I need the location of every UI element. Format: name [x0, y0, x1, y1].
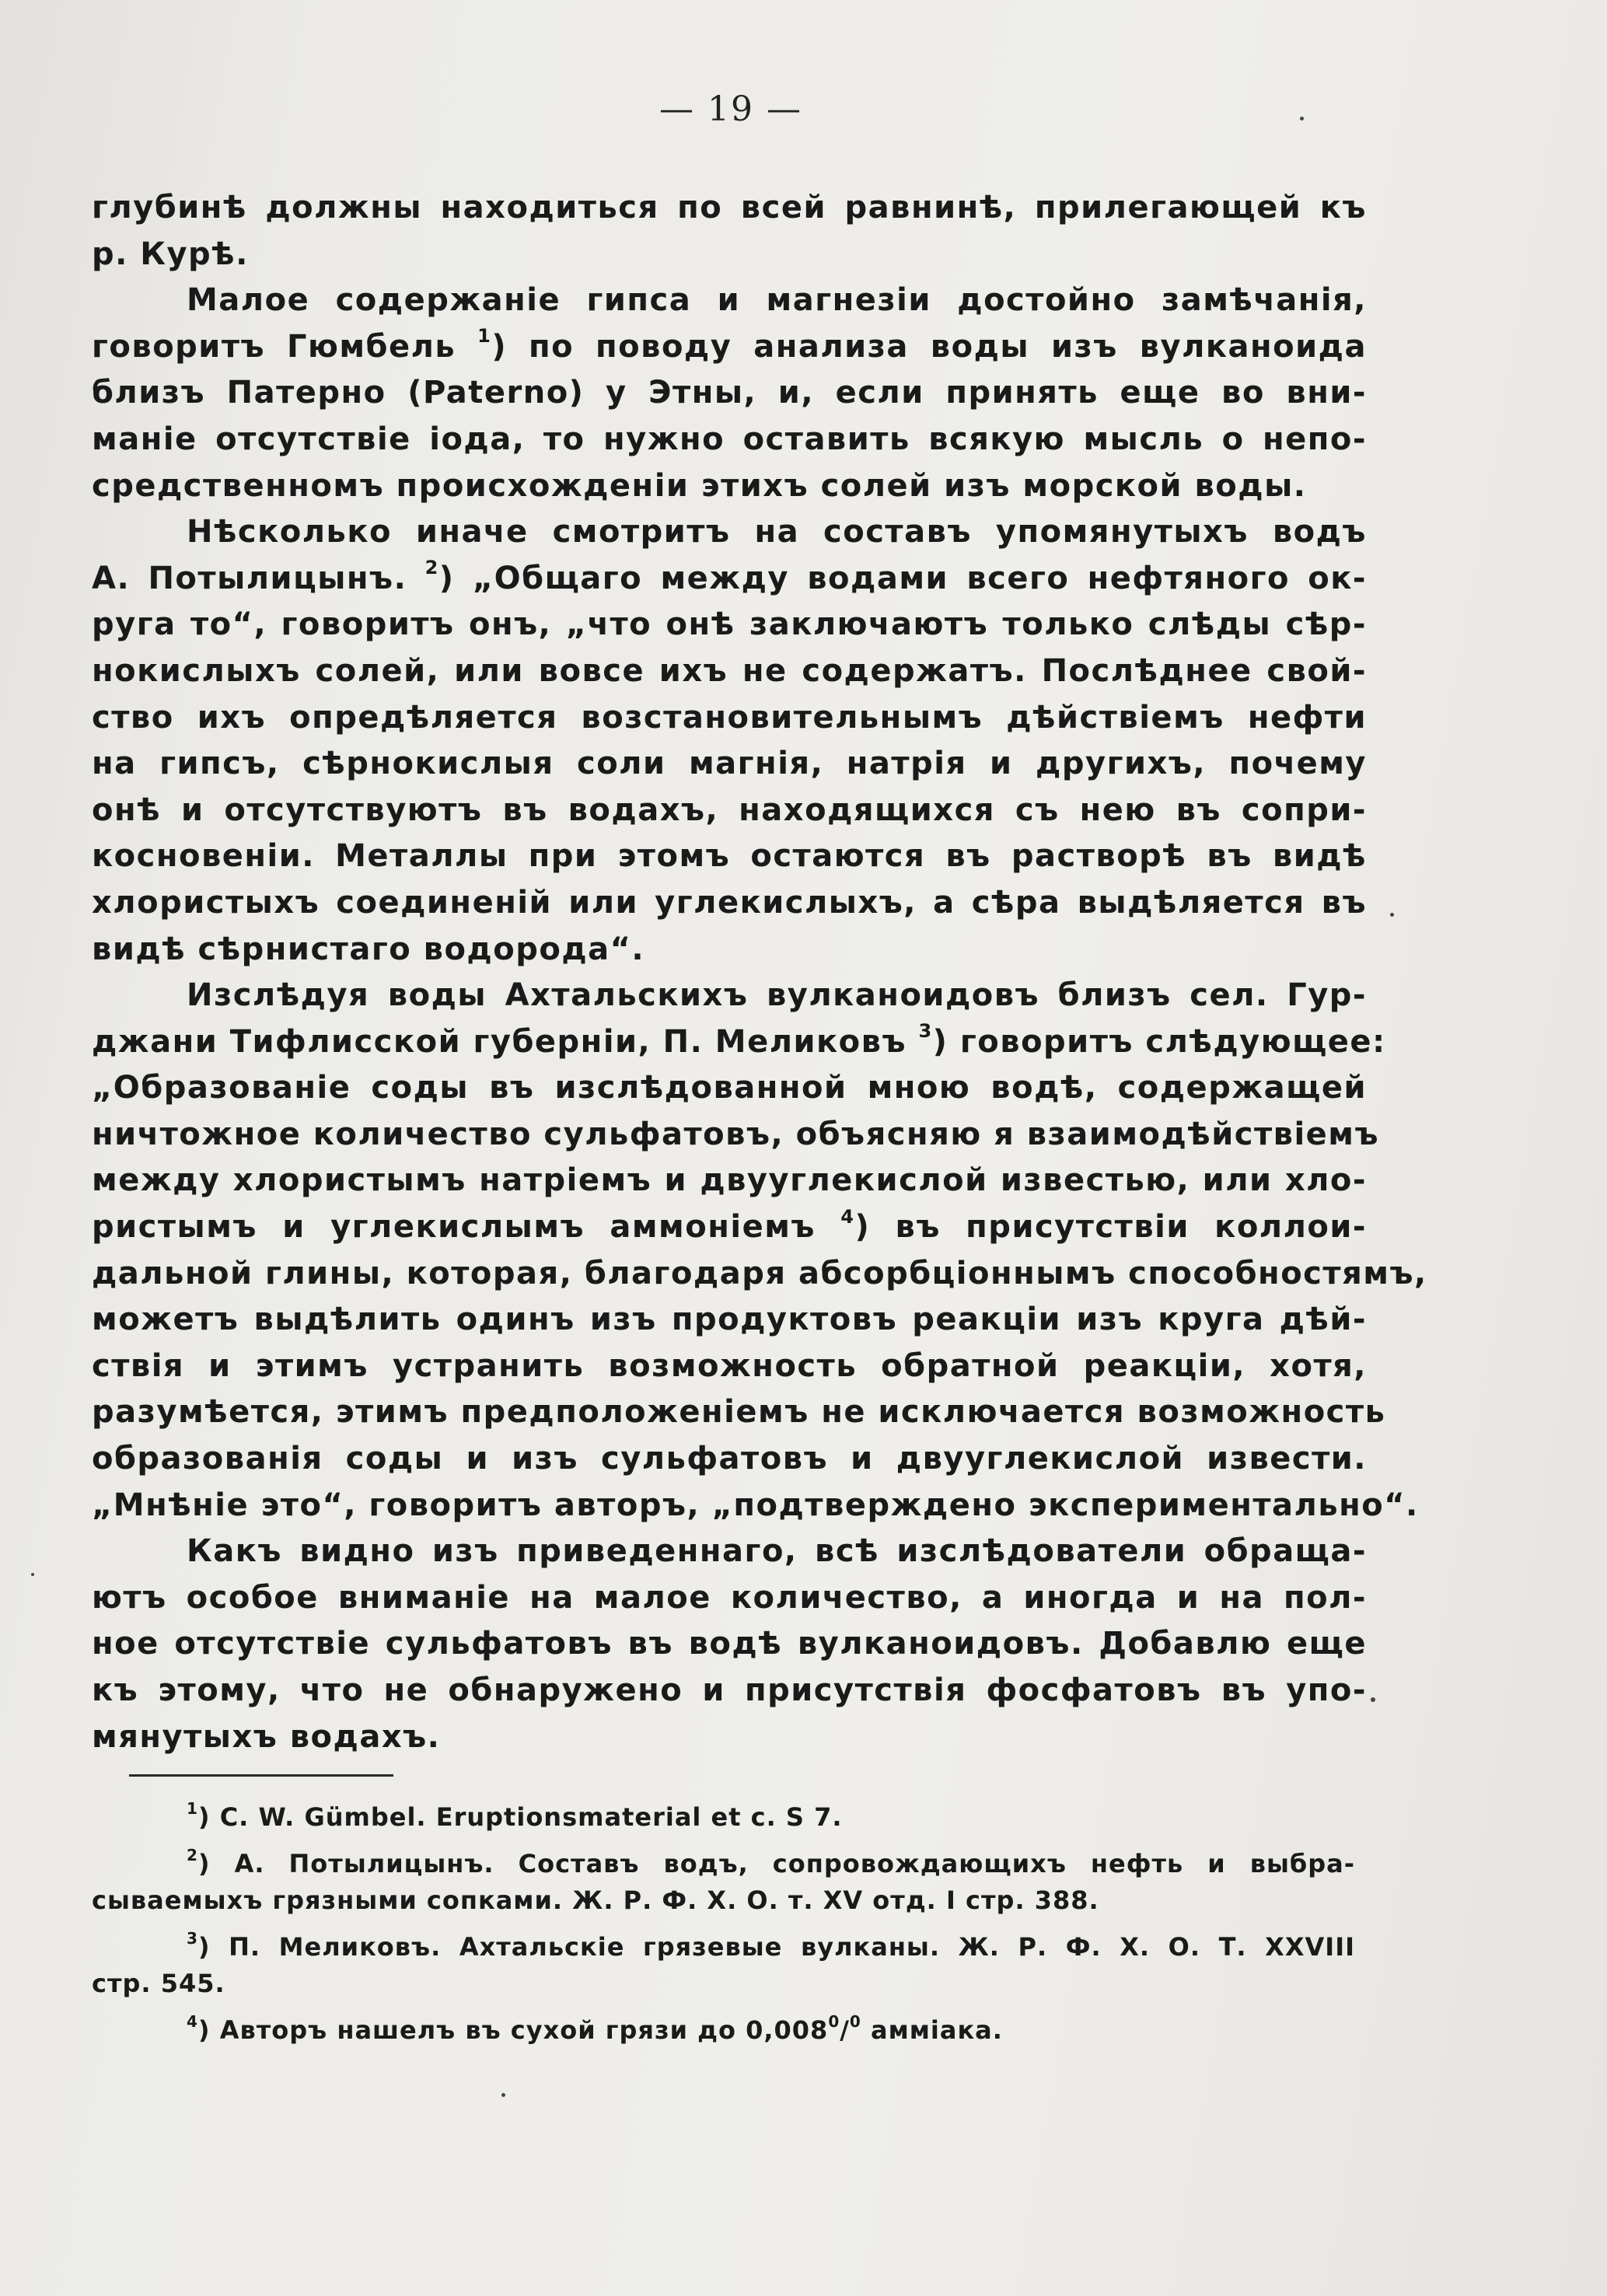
text-run: Какъ видно изъ приведеннаго, всѣ изслѣдователи обраща-	[187, 1533, 1367, 1570]
text-run: можетъ выдѣлить одинъ изъ продуктовъ реакціи изъ круга дѣй-	[92, 1302, 1367, 1338]
footnote-line	[92, 1799, 1355, 1836]
text-line	[92, 185, 1367, 232]
text-run: А. Потылицынъ.	[92, 560, 425, 596]
text-line	[92, 788, 1367, 834]
text-line	[92, 1297, 1367, 1344]
footnote-marker: 0	[849, 2011, 861, 2031]
text-run: р. Курѣ.	[92, 236, 249, 272]
text-run: хлористыхъ соединеній или углекислыхъ, а сѣра выдѣляется въ	[92, 884, 1367, 921]
text-line	[92, 278, 1367, 324]
text-run: „Образованіе соды въ изслѣдованной мною водѣ, содержащей	[92, 1070, 1367, 1106]
text-run: разумѣется, этимъ предположеніемъ не исключается возможность	[92, 1394, 1386, 1431]
page-number: — 19 —	[659, 89, 802, 129]
text-line	[92, 324, 1367, 371]
footnote-marker: 2	[424, 557, 439, 579]
text-line	[92, 1204, 1367, 1251]
footnote-gap	[92, 1836, 1355, 1846]
text-run: ) C. W. Gümbel. Eruptionsmaterial et c. S 7.	[197, 1802, 843, 1832]
text-line	[92, 648, 1367, 695]
text-line	[92, 602, 1367, 648]
text-run: руга то“, говоритъ онъ, „что онѣ заключаютъ только слѣды сѣр-	[92, 606, 1367, 643]
text-line	[92, 370, 1367, 417]
text-run: ствія и этимъ устранить возможность обратной реакціи, хотя,	[92, 1347, 1367, 1384]
text-line	[92, 1436, 1367, 1483]
text-line	[92, 1065, 1367, 1112]
footnote-line	[92, 2012, 1355, 2050]
text-line	[92, 1621, 1367, 1668]
text-run: образованія соды и изъ сульфатовъ и двууглекислой извести.	[92, 1441, 1367, 1477]
footnote	[92, 1799, 1355, 1836]
text-run: стр. 545.	[92, 1969, 225, 1998]
footnote-line	[92, 1882, 1355, 1920]
text-line	[92, 1529, 1367, 1575]
text-run: /	[840, 2015, 850, 2045]
text-run: между хлористымъ натріемъ и двууглекислой известью, или хло-	[92, 1162, 1367, 1199]
text-run: маніе отсутствіе іода, то нужно оставить всякую мысль о непо-	[92, 421, 1367, 457]
text-run: близъ Патерно (Paterno) у Этны, и, если принять еще во вни-	[92, 375, 1367, 411]
text-line	[92, 1714, 1367, 1761]
footnote-marker: 4	[187, 2011, 198, 2031]
text-run: ) П. Меликовъ. Ахтальскіе грязевые вулканы. Ж. Р. Ф. Х. О. Т. XXVIII	[197, 1931, 1355, 1962]
text-run: ) по поводу анализа воды изъ вулканоида	[491, 328, 1367, 365]
footnote-gap	[92, 1920, 1355, 1929]
text-line	[92, 1389, 1386, 1436]
text-line	[92, 1344, 1367, 1390]
text-line	[92, 509, 1367, 556]
text-run: дальной глины, которая, благодаря абсорбціоннымъ способностямъ,	[92, 1255, 1427, 1291]
text-run: Малое содержаніе гипса и магнезіи достойно замѣчанія,	[187, 282, 1367, 319]
text-run: косновеніи. Металлы при этомъ остаются въ растворѣ въ видѣ	[92, 838, 1367, 875]
paragraph	[92, 278, 1367, 509]
text-run: Нѣсколько иначе смотритъ на составъ упомянутыхъ водъ	[187, 514, 1367, 550]
text-line	[92, 880, 1367, 927]
text-run: ное отсутствіе сульфатовъ въ водѣ вулканоидовъ. Добавлю еще	[92, 1626, 1367, 1662]
text-line	[92, 1575, 1367, 1622]
footnote-marker: 3	[187, 1928, 198, 1948]
footnote-line	[92, 1966, 1355, 2003]
text-line	[92, 556, 1367, 603]
text-run: глубинѣ должны находиться по всей равнинѣ, прилегающей къ	[92, 190, 1367, 225]
footnote	[92, 2012, 1355, 2050]
text-line	[92, 1668, 1367, 1714]
paper-speck	[501, 2093, 505, 2097]
text-run: онѣ и отсутствуютъ въ водахъ, находящихся съ нею въ сопри-	[92, 792, 1367, 828]
text-line	[92, 973, 1367, 1019]
text-run: на гипсъ, сѣрнокислыя соли магнія, натрія и другихъ, почему	[92, 746, 1367, 782]
main-text	[92, 185, 1427, 1760]
text-run: къ этому, что не обнаружено и присутствія фосфатовъ въ упо-	[92, 1672, 1367, 1708]
text-line	[92, 927, 1367, 973]
paragraph	[92, 973, 1427, 1529]
text-run: видѣ сѣрнистаго водорода“.	[92, 931, 645, 967]
text-line	[92, 417, 1367, 463]
footnote-marker: 3	[918, 1020, 933, 1043]
text-line	[92, 232, 1367, 278]
text-run: сываемыхъ грязными сопками. Ж. Р. Ф. Х. О. т. XV отд. I стр. 388.	[92, 1885, 1099, 1915]
text-line	[92, 1251, 1427, 1298]
text-run: нокислыхъ солей, или вовсе ихъ не содержатъ. Послѣднее свой-	[92, 652, 1367, 689]
text-line	[92, 695, 1367, 742]
text-run: Изслѣдуя воды Ахтальскихъ вулканоидовъ близъ сел. Гур-	[187, 977, 1367, 1014]
text-line	[92, 1158, 1367, 1204]
text-run: мянутыхъ водахъ.	[92, 1718, 441, 1755]
text-run: ) „Общаго между водами всего нефтяного ок-	[438, 560, 1367, 596]
paper-speck	[1300, 117, 1304, 121]
text-line	[92, 1112, 1380, 1158]
paper-speck	[1371, 1697, 1375, 1702]
text-run: джани Тифлисской губерніи, П. Меликовъ	[92, 1023, 919, 1060]
footnote-marker: 1	[477, 325, 492, 348]
footnote-marker: 4	[840, 1205, 855, 1228]
text-run: ) говоритъ слѣдующее:	[932, 1023, 1386, 1060]
footnote	[92, 1929, 1355, 2003]
footnote-marker: 2	[187, 1845, 198, 1864]
text-run: ничтожное количество сульфатовъ, объясняю я взаимодѣйствіемъ	[92, 1116, 1380, 1152]
paper-speck	[31, 1573, 34, 1576]
text-run: говоритъ Гюмбель	[92, 328, 478, 365]
text-line	[92, 1483, 1419, 1529]
text-run: ) Авторъ нашелъ въ сухой грязи до 0,008	[197, 2015, 829, 2045]
text-line	[92, 463, 1367, 510]
footnote-marker: 0	[828, 2011, 840, 2031]
text-line	[92, 741, 1367, 788]
text-run: средственномъ происхожденіи этихъ солей изъ морской воды.	[92, 467, 1307, 504]
paragraph	[92, 1529, 1367, 1760]
text-run: ) въ присутствіи коллои-	[854, 1209, 1367, 1246]
footnote-line	[92, 1846, 1355, 1883]
text-run: аммiака.	[861, 2015, 1003, 2045]
paper-speck	[1390, 913, 1394, 917]
text-run: „Мнѣніе это“, говоритъ авторъ, „подтверждено экспериментально“.	[92, 1487, 1419, 1523]
footnote-divider	[129, 1774, 393, 1777]
text-line	[92, 1019, 1386, 1066]
text-line	[92, 833, 1367, 880]
footnote-line	[92, 1929, 1355, 1966]
footnote-gap	[92, 2003, 1355, 2012]
text-run: ютъ особое вниманіе на малое количество, а иногда и на пол-	[92, 1579, 1367, 1616]
paragraph	[92, 185, 1367, 278]
footnote	[92, 1846, 1355, 1920]
text-run: ство ихъ опредѣляется возстановительнымъ дѣйствіемъ нефти	[92, 699, 1367, 736]
text-run: ристымъ и углекислымъ аммоніемъ	[92, 1209, 841, 1246]
text-run: ) А. Потылицынъ. Составъ водъ, сопровождающихъ нефть и выбра-	[197, 1848, 1355, 1878]
paragraph	[92, 509, 1367, 973]
footnotes	[92, 1799, 1355, 2049]
footnote-marker: 1	[187, 1799, 198, 1819]
